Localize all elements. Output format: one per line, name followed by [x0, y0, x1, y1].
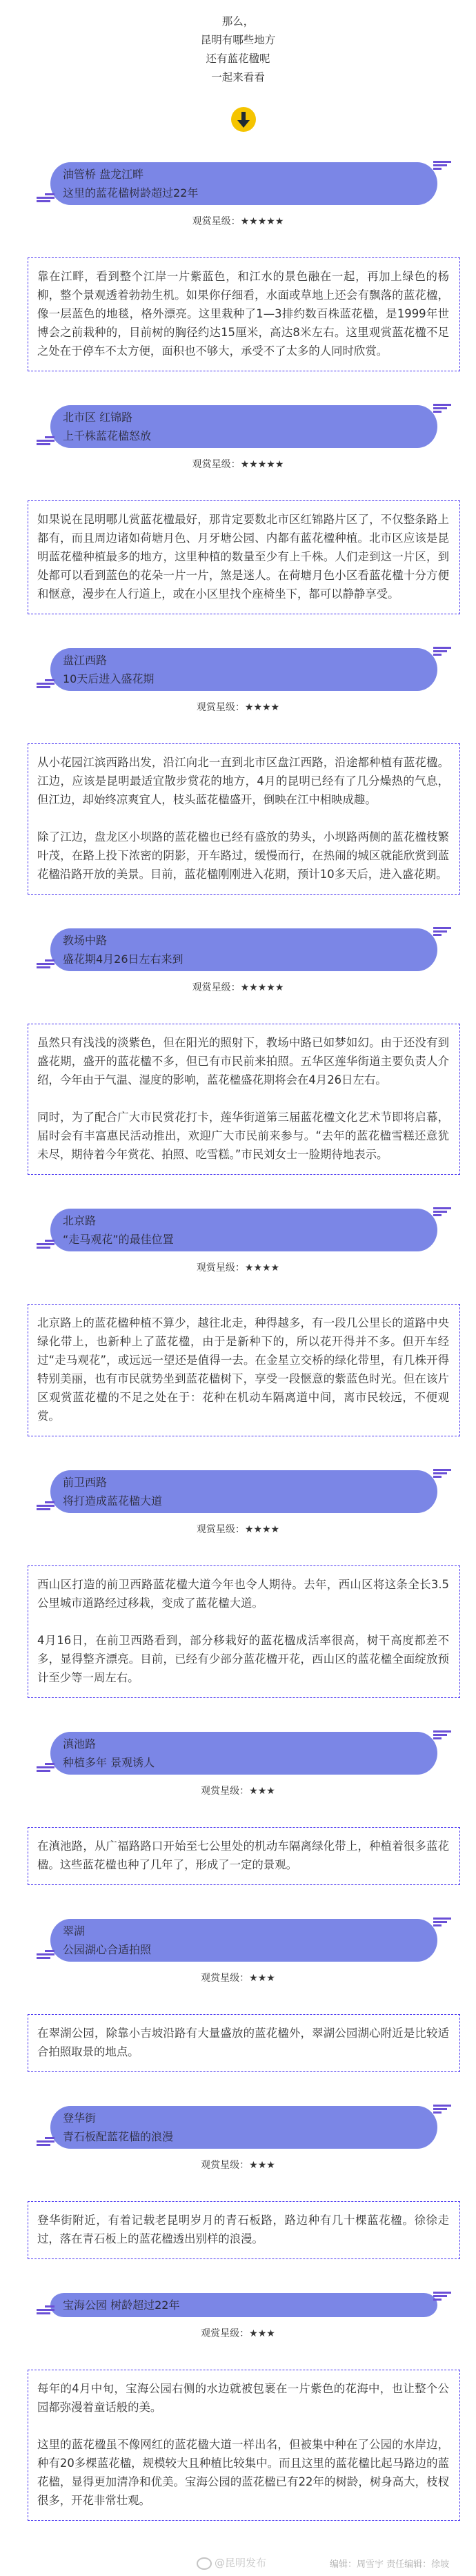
stripe-decoration-icon [433, 1207, 451, 1218]
description-paragraph: 在滇池路，从广福路路口开始至七公里处的机动车隔离绿化带上，种植着很多蓝花楹。这些蓝花楹也种了几年了，形成了一定的景观。 [37, 1840, 449, 1871]
location-header [50, 162, 437, 205]
location-header [50, 1732, 437, 1775]
rating-label: 观赏星级： [196, 1524, 245, 1535]
location-subtitle: 将打造成蓝花楹大道 [63, 1494, 163, 1507]
rating-label: 观赏星级： [196, 1262, 245, 1274]
viewing-rating [0, 2157, 476, 2174]
description-paragraph: 西山区打造的前卫西路蓝花楹大道今年也令人期待。去年，西山区将这条全长3.5公里城市道路经过移栽，变成了蓝花楹大道。 [37, 1578, 449, 1610]
description-box [28, 2201, 460, 2259]
location-header [50, 2293, 437, 2317]
description-box [28, 1827, 460, 1885]
description-box [28, 2014, 460, 2072]
location-header [50, 928, 437, 971]
location-title: 盘江西路 [63, 654, 108, 667]
stripe-decoration-icon [433, 1730, 451, 1741]
rating-stars: ★★★ [249, 1786, 275, 1797]
stripe-decoration-icon [37, 959, 54, 970]
stripe-decoration-icon [433, 1918, 451, 1928]
location-subtitle: 上千株蓝花楹怒放 [63, 429, 152, 442]
description-box [28, 2370, 460, 2521]
location-title: 翠湖 [63, 1924, 86, 1938]
description-paragraph: 4月16日，在前卫西路看到，部分移栽好的蓝花楹成活率很高，树干高度都差不多，显得整齐漂亮。目前，已经有少部分蓝花楹开花，西山区的蓝花楹全面绽放预计至少等一周左右。 [37, 1634, 449, 1684]
stripe-decoration-icon [433, 647, 451, 657]
rating-stars: ★★★ [249, 1973, 275, 1984]
description-box [28, 1024, 460, 1175]
watermark-text: @昆明发布 [215, 2557, 267, 2569]
location-title: 北京路 [63, 1214, 97, 1227]
rating-stars: ★★★★★ [240, 982, 284, 993]
location-section [0, 2293, 476, 2521]
description-paragraph: 北京路上的蓝花楹种植不算少，越往北走，种得越多，有一段几公里长的道路中央绿化带上，也新种上了蓝花楹，由于是新种下的，所以花开得并不多。但开车经过“走马观花”，或远远一望还是值得一去。在金星立交桥的绿化带里，有几株开得特别美丽，也有市民就势坐到蓝花楹树下，享受一段惬意的紫蓝色时光。但在该片区观赏蓝花楹的不足之处在于：花种在机动车隔离道中间，离市民较远，不便观赏。 [37, 1316, 449, 1423]
editor-credits: 编辑：周雪宇 责任编辑：徐坡 [330, 2559, 450, 2570]
location-section [0, 1470, 476, 1698]
stripe-decoration-icon [433, 161, 451, 171]
description-paragraph: 虽然只有浅浅的淡紫色，但在阳光的照射下，教场中路已如梦如幻。由于还没有到盛花期，盛开的蓝花楹不多，但已有市民前来拍照。五华区莲华街道主要负责人介绍，今年由于气温、湿度的影响，蓝花楹盛花期将会在4月26日左右。 [37, 1036, 449, 1086]
location-title: 滇池路 [63, 1737, 97, 1750]
intro-line: 昆明有哪些地方 [200, 34, 276, 46]
description-box [28, 1565, 460, 1698]
location-title: 宝海公园 树龄超过22年 [63, 2299, 180, 2312]
location-title: 教场中路 [63, 934, 108, 947]
weibo-logo-icon [197, 2557, 212, 2570]
description-paragraph: 靠在江畔，看到整个江岸一片紫蓝色，和江水的景色融在一起，再加上绿色的杨柳，整个景观透着勃勃生机。如果你仔细看，水面或草地上还会有飘落的蓝花楹，像一层蓝色的地毯，格外漂亮。这里栽种了1—3排约数百株蓝花楹，是1999年世博会之前栽种的，目前树的胸径约达15厘米，高达8米左右。这里观赏蓝花楹不足之处在于停车不太方便，面积也不够大，承受不了太多的人同时欣赏。 [37, 270, 449, 358]
location-header [50, 1470, 437, 1513]
down-arrow-icon [231, 107, 256, 132]
location-subtitle: 种植多年 景观诱人 [63, 1756, 155, 1769]
rating-label: 观赏星级： [201, 1786, 250, 1797]
stripe-decoration-icon [37, 436, 54, 447]
stripe-decoration-icon [37, 2137, 54, 2147]
viewing-rating [0, 1970, 476, 1987]
description-paragraph: 从小花园江滨西路出发，沿江向北一直到北市区盘江西路，沿途都种植有蓝花楹。江边，应该是昆明最适宜散步赏花的地方，4月的昆明已经有了几分燥热的气息，但江边，却始终凉爽宜人，枝头蓝花楹盛开，倒映在江中相映成趣。 [37, 756, 449, 806]
location-section [0, 405, 476, 614]
stripe-decoration-icon [433, 2292, 451, 2302]
viewing-rating [0, 699, 476, 716]
location-title: 油管桥 盘龙江畔 [63, 168, 144, 181]
location-header [50, 648, 437, 691]
stripe-decoration-icon [37, 1501, 54, 1512]
intro-text [0, 12, 476, 87]
viewing-rating [0, 1783, 476, 1799]
description-paragraph: 如果说在昆明哪儿赏蓝花楹最好，那肯定要数北市区红锦路片区了，不仅整条路上都有，而且周边诸如荷塘月色、月牙塘公园、内都有蓝花楹种植。北市区应该是昆明蓝花楹种植最多的地方，这里种植的数量至少有上千株。人们走到这一片区，到处都可以看到蓝色的花朵一片一片，煞是迷人。在荷塘月色小区看蓝花楹十分方便和惬意，漫步在人行道上，或在小区里找个座椅坐下，都可以静静享受。 [37, 513, 449, 601]
rating-stars: ★★★★ [244, 1262, 280, 1274]
location-header [50, 1209, 437, 1251]
stripe-decoration-icon [37, 1763, 54, 1773]
stripe-decoration-icon [433, 404, 451, 414]
location-section [0, 162, 476, 371]
rating-stars: ★★★ [249, 2160, 275, 2171]
location-header [50, 2106, 437, 2149]
rating-label: 观赏星级： [192, 459, 241, 470]
location-section [0, 1919, 476, 2072]
description-paragraph: 登华街附近，有着记载老昆明岁月的青石板路，路边种有几十棵蓝花楹。徐徐走过，落在青石板上的蓝花楹透出别样的浪漫。 [37, 2214, 449, 2245]
rating-label: 观赏星级： [201, 2160, 250, 2171]
rating-stars: ★★★ [249, 2328, 275, 2339]
location-subtitle: 青石板配蓝花楹的浪漫 [63, 2130, 174, 2143]
rating-label: 观赏星级： [192, 982, 241, 993]
description-paragraph: 这里的蓝花楹虽不像网红的蓝花楹大道一样出名，但被集中种在了公园的水岸边，种有20多棵蓝花楹，规模较大且种植比较集中。而且这里的蓝花楹比起马路边的蓝花楹，显得更加清净和优美。宝海公园的蓝花楹已有22年的树龄，树身高大，枝杈很多，开花非常壮观。 [37, 2438, 449, 2507]
stripe-decoration-icon [37, 679, 54, 690]
location-subtitle: 这里的蓝花楹树龄超过22年 [63, 186, 199, 199]
stripe-decoration-icon [37, 193, 54, 204]
rating-label: 观赏星级： [201, 2328, 250, 2339]
stripe-decoration-icon [37, 2305, 54, 2316]
description-box [28, 500, 460, 614]
footer [0, 2554, 476, 2572]
location-list [0, 162, 476, 2555]
description-box [28, 1304, 460, 1436]
location-section [0, 1209, 476, 1436]
rating-stars: ★★★★★ [240, 216, 284, 227]
description-paragraph: 同时，为了配合广大市民赏花打卡，莲华街道第三届蓝花楹文化艺术节即将启幕，届时会有丰富惠民活动推出，欢迎广大市民前来参与。“去年的蓝花楹雪糕还意犹未尽，期待着今年赏花、拍照、吃雪糕。”市民刘女士一脸期待地表示。 [37, 1111, 449, 1161]
viewing-rating [0, 213, 476, 230]
location-title: 前卫西路 [63, 1476, 108, 1489]
stripe-decoration-icon [433, 927, 451, 937]
intro-line: 一起来看看 [211, 71, 265, 84]
rating-stars: ★★★★ [244, 1524, 280, 1535]
location-section [0, 1732, 476, 1885]
description-box [28, 257, 460, 371]
location-title: 登华街 [63, 2111, 97, 2125]
description-paragraph: 在翠湖公园，除靠小吉坡沿路有大量盛放的蓝花楹外，翠湖公园湖心附近是比较适合拍照取景的地点。 [37, 2027, 449, 2058]
stripe-decoration-icon [433, 1469, 451, 1479]
description-box [28, 743, 460, 895]
location-header [50, 1919, 437, 1962]
viewing-rating [0, 1260, 476, 1276]
intro-line: 还有蓝花楹呢 [206, 52, 270, 65]
location-section [0, 648, 476, 895]
rating-stars: ★★★★ [244, 702, 280, 713]
rating-label: 观赏星级： [196, 702, 245, 713]
location-subtitle: 公园湖心合适拍照 [63, 1943, 152, 1956]
description-paragraph: 每年的4月中旬，宝海公园右侧的水边就被包裹在一片紫色的花海中，也让整个公园都弥漫着童话般的美。 [37, 2382, 449, 2414]
stripe-decoration-icon [37, 1950, 54, 1960]
viewing-rating [0, 1521, 476, 1538]
location-subtitle: 盛花期4月26日左右来到 [63, 953, 184, 966]
rating-stars: ★★★★★ [240, 459, 284, 470]
location-section [0, 928, 476, 1175]
description-paragraph: 除了江边，盘龙区小坝路的蓝花楹也已经有盛放的势头，小坝路两侧的蓝花楹枝繁叶茂，在路上投下浓密的阴影，开车路过，缓慢而行，在热闹的城区就能欣赏到蓝花楹沿路开放的美景。目前，蓝花楹刚刚进入花期，预计10多天后，进入盛花期。 [37, 830, 449, 881]
viewing-rating [0, 2325, 476, 2342]
weibo-watermark [197, 2555, 266, 2570]
location-title: 北市区 红锦路 [63, 411, 133, 424]
location-section [0, 2106, 476, 2259]
stripe-decoration-icon [433, 2105, 451, 2115]
location-header [50, 405, 437, 448]
location-subtitle: “走马观花”的最佳位置 [63, 1233, 174, 1246]
rating-label: 观赏星级： [201, 1973, 250, 1984]
viewing-rating [0, 979, 476, 996]
stripe-decoration-icon [37, 1240, 54, 1250]
viewing-rating [0, 456, 476, 473]
location-subtitle: 10天后进入盛花期 [63, 672, 155, 685]
rating-label: 观赏星级： [192, 216, 241, 227]
intro-line: 那么， [221, 15, 255, 28]
